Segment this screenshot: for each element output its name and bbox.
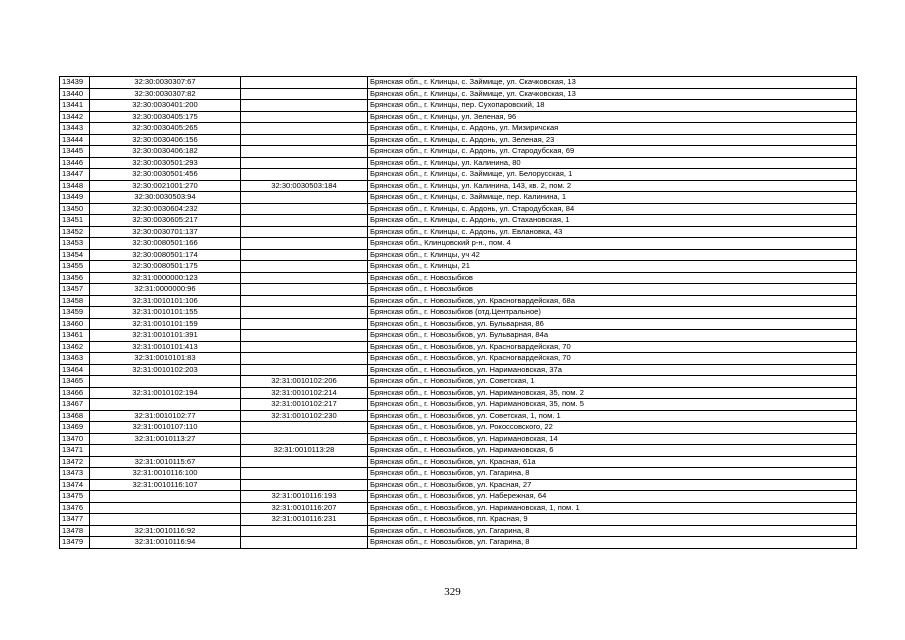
address-cell: Брянская обл., г. Новозыбков — [368, 284, 857, 296]
record-number-cell: 13445 — [60, 146, 90, 158]
address-cell: Брянская обл., г. Новозыбков, ул. Гагарина, 8 — [368, 537, 857, 549]
address-cell: Брянская обл., г. Новозыбков, ул. Наримановская, 1, пом. 1 — [368, 502, 857, 514]
record-number-cell: 13465 — [60, 376, 90, 388]
cadastral-number-cell: 32:30:0030501:456 — [90, 169, 241, 181]
related-cadastral-number-cell — [241, 422, 368, 434]
address-cell: Брянская обл., г. Новозыбков, ул. Красногвардейская, 70 — [368, 341, 857, 353]
cadastral-number-cell: 32:30:0030406:182 — [90, 146, 241, 158]
record-number-cell: 13456 — [60, 272, 90, 284]
table-row — [60, 537, 857, 549]
record-number-cell: 13446 — [60, 157, 90, 169]
record-number-cell: 13466 — [60, 387, 90, 399]
record-number-cell: 13450 — [60, 203, 90, 215]
cadastral-number-cell: 32:31:0010101:159 — [90, 318, 241, 330]
address-cell: Брянская обл., г. Новозыбков, ул. Бульварная, 84а — [368, 330, 857, 342]
record-number-cell: 13479 — [60, 537, 90, 549]
related-cadastral-number-cell — [241, 169, 368, 181]
cadastral-number-cell: 32:30:0030405:175 — [90, 111, 241, 123]
cadastral-number-cell: 32:31:0010116:107 — [90, 479, 241, 491]
table-row — [60, 100, 857, 112]
record-number-cell: 13449 — [60, 192, 90, 204]
related-cadastral-number-cell: 32:31:0010102:217 — [241, 399, 368, 411]
table-row — [60, 295, 857, 307]
table-row — [60, 353, 857, 365]
record-number-cell: 13443 — [60, 123, 90, 135]
related-cadastral-number-cell — [241, 364, 368, 376]
related-cadastral-number-cell — [241, 479, 368, 491]
cadastral-number-cell — [90, 399, 241, 411]
table-row — [60, 468, 857, 480]
related-cadastral-number-cell — [241, 307, 368, 319]
table-row — [60, 433, 857, 445]
record-number-cell: 13472 — [60, 456, 90, 468]
cadastral-number-cell: 32:30:0080501:175 — [90, 261, 241, 273]
table-row — [60, 111, 857, 123]
related-cadastral-number-cell — [241, 456, 368, 468]
table-row — [60, 169, 857, 181]
address-cell: Брянская обл., г. Новозыбков, ул. Советская, 1, пом. 1 — [368, 410, 857, 422]
cadastral-number-cell: 32:31:0010102:203 — [90, 364, 241, 376]
cadastral-number-cell: 32:30:0030501:293 — [90, 157, 241, 169]
related-cadastral-number-cell — [241, 261, 368, 273]
record-number-cell: 13444 — [60, 134, 90, 146]
record-number-cell: 13460 — [60, 318, 90, 330]
cadastral-number-cell: 32:31:0010115:67 — [90, 456, 241, 468]
address-cell: Брянская обл., г. Новозыбков (отд.Центральное) — [368, 307, 857, 319]
cadastral-number-cell: 32:30:0080501:166 — [90, 238, 241, 250]
related-cadastral-number-cell — [241, 111, 368, 123]
address-cell: Брянская обл., г. Клинцы, ул. Калинина, 80 — [368, 157, 857, 169]
cadastral-number-cell: 32:30:0030405:265 — [90, 123, 241, 135]
related-cadastral-number-cell — [241, 238, 368, 250]
address-cell: Брянская обл., г. Клинцы, ул. Зеленая, 96 — [368, 111, 857, 123]
address-cell: Брянская обл., г. Клинцы, 21 — [368, 261, 857, 273]
table-row — [60, 307, 857, 319]
related-cadastral-number-cell — [241, 353, 368, 365]
cadastral-number-cell — [90, 445, 241, 457]
cadastral-number-cell: 32:31:0010102:77 — [90, 410, 241, 422]
cadastral-number-cell: 32:30:0030307:82 — [90, 88, 241, 100]
related-cadastral-number-cell: 32:31:0010102:230 — [241, 410, 368, 422]
cadastral-number-cell: 32:31:0010101:391 — [90, 330, 241, 342]
table-row — [60, 341, 857, 353]
related-cadastral-number-cell: 32:31:0010116:193 — [241, 491, 368, 503]
related-cadastral-number-cell — [241, 272, 368, 284]
address-cell: Брянская обл., г. Новозыбков, ул. Наримановская, 35, пом. 2 — [368, 387, 857, 399]
address-cell: Брянская обл., г. Новозыбков, ул. Набережная, 64 — [368, 491, 857, 503]
cadastral-number-cell: 32:31:0010102:194 — [90, 387, 241, 399]
cadastral-number-cell: 32:31:0010116:94 — [90, 537, 241, 549]
registry-table — [59, 76, 857, 549]
related-cadastral-number-cell — [241, 341, 368, 353]
record-number-cell: 13469 — [60, 422, 90, 434]
cadastral-number-cell: 32:31:0010101:83 — [90, 353, 241, 365]
address-cell: Брянская обл., г. Клинцы, ул. Калинина, 143, кв. 2, пом. 2 — [368, 180, 857, 192]
record-number-cell: 13473 — [60, 468, 90, 480]
address-cell: Брянская обл., г. Клинцы, с. Займище, пер. Калинина, 1 — [368, 192, 857, 204]
cadastral-number-cell: 32:30:0030701:137 — [90, 226, 241, 238]
table-row — [60, 157, 857, 169]
table-row — [60, 203, 857, 215]
cadastral-number-cell — [90, 514, 241, 526]
address-cell: Брянская обл., г. Клинцы, с. Ардонь, ул. Мизиричская — [368, 123, 857, 135]
record-number-cell: 13452 — [60, 226, 90, 238]
cadastral-number-cell: 32:30:0030605:217 — [90, 215, 241, 227]
record-number-cell: 13464 — [60, 364, 90, 376]
cadastral-number-cell — [90, 502, 241, 514]
table-row — [60, 249, 857, 261]
record-number-cell: 13441 — [60, 100, 90, 112]
address-cell: Брянская обл., г. Клинцы, с. Займище, ул. Белорусская, 1 — [368, 169, 857, 181]
record-number-cell: 13457 — [60, 284, 90, 296]
table-row — [60, 215, 857, 227]
table-row — [60, 284, 857, 296]
address-cell: Брянская обл., г. Новозыбков, ул. Гагарина, 8 — [368, 468, 857, 480]
record-number-cell: 13474 — [60, 479, 90, 491]
related-cadastral-number-cell: 32:31:0010102:206 — [241, 376, 368, 388]
related-cadastral-number-cell — [241, 525, 368, 537]
related-cadastral-number-cell — [241, 77, 368, 89]
cadastral-number-cell: 32:31:0000000:123 — [90, 272, 241, 284]
cadastral-number-cell: 32:30:0030401:200 — [90, 100, 241, 112]
related-cadastral-number-cell — [241, 295, 368, 307]
address-cell: Брянская обл., г. Клинцы, уч 42 — [368, 249, 857, 261]
record-number-cell: 13468 — [60, 410, 90, 422]
related-cadastral-number-cell — [241, 146, 368, 158]
address-cell: Брянская обл., г. Клинцы, с. Ардонь, ул. Стахановская, 1 — [368, 215, 857, 227]
related-cadastral-number-cell — [241, 468, 368, 480]
table-row — [60, 272, 857, 284]
address-cell: Брянская обл., г. Клинцы, с. Займище, ул. Скачковская, 13 — [368, 77, 857, 89]
address-cell: Брянская обл., г. Новозыбков, пл. Красная, 9 — [368, 514, 857, 526]
table-row — [60, 479, 857, 491]
table-row — [60, 180, 857, 192]
address-cell: Брянская обл., г. Клинцы, пер. Сухопаровский, 18 — [368, 100, 857, 112]
related-cadastral-number-cell — [241, 192, 368, 204]
record-number-cell: 13475 — [60, 491, 90, 503]
table-row — [60, 502, 857, 514]
table-row — [60, 514, 857, 526]
related-cadastral-number-cell — [241, 433, 368, 445]
table-row — [60, 422, 857, 434]
record-number-cell: 13453 — [60, 238, 90, 250]
related-cadastral-number-cell — [241, 226, 368, 238]
related-cadastral-number-cell: 32:31:0010102:214 — [241, 387, 368, 399]
related-cadastral-number-cell — [241, 318, 368, 330]
record-number-cell: 13467 — [60, 399, 90, 411]
table-row — [60, 146, 857, 158]
related-cadastral-number-cell — [241, 134, 368, 146]
address-cell: Брянская обл., г. Клинцы, с. Ардонь, ул. Стародубская, 84 — [368, 203, 857, 215]
address-cell: Брянская обл., Клинцовский р-н., пом. 4 — [368, 238, 857, 250]
table-row — [60, 77, 857, 89]
related-cadastral-number-cell: 32:31:0010113:28 — [241, 445, 368, 457]
record-number-cell: 13476 — [60, 502, 90, 514]
table-row — [60, 330, 857, 342]
related-cadastral-number-cell — [241, 123, 368, 135]
address-cell: Брянская обл., г. Новозыбков, ул. Рокоссовского, 22 — [368, 422, 857, 434]
table-row — [60, 134, 857, 146]
cadastral-number-cell: 32:31:0010101:106 — [90, 295, 241, 307]
cadastral-number-cell: 32:31:0010116:92 — [90, 525, 241, 537]
record-number-cell: 13477 — [60, 514, 90, 526]
record-number-cell: 13448 — [60, 180, 90, 192]
cadastral-number-cell: 32:30:0080501:174 — [90, 249, 241, 261]
record-number-cell: 13471 — [60, 445, 90, 457]
related-cadastral-number-cell: 32:31:0010116:207 — [241, 502, 368, 514]
table-row — [60, 399, 857, 411]
cadastral-number-cell: 32:31:0000000:96 — [90, 284, 241, 296]
cadastral-number-cell: 32:30:0030406:156 — [90, 134, 241, 146]
record-number-cell: 13440 — [60, 88, 90, 100]
address-cell: Брянская обл., г. Клинцы, с. Ардонь, ул. Стародубская, 69 — [368, 146, 857, 158]
table-row — [60, 238, 857, 250]
related-cadastral-number-cell — [241, 249, 368, 261]
address-cell: Брянская обл., г. Клинцы, с. Ардонь, ул. Евлановка, 43 — [368, 226, 857, 238]
address-cell: Брянская обл., г. Клинцы, с. Займище, ул. Скачковская, 13 — [368, 88, 857, 100]
table-row — [60, 226, 857, 238]
related-cadastral-number-cell: 32:30:0030503:184 — [241, 180, 368, 192]
address-cell: Брянская обл., г. Новозыбков, ул. Наримановская, 35, пом. 5 — [368, 399, 857, 411]
address-cell: Брянская обл., г. Новозыбков, ул. Гагарина, 8 — [368, 525, 857, 537]
address-cell: Брянская обл., г. Новозыбков, ул. Красногвардейская, 70 — [368, 353, 857, 365]
record-number-cell: 13458 — [60, 295, 90, 307]
address-cell: Брянская обл., г. Новозыбков, ул. Наримановская, 6 — [368, 445, 857, 457]
cadastral-number-cell: 32:30:0030604:232 — [90, 203, 241, 215]
table-row — [60, 387, 857, 399]
page-number: 329 — [444, 586, 461, 598]
table-row — [60, 376, 857, 388]
table-row — [60, 525, 857, 537]
record-number-cell: 13451 — [60, 215, 90, 227]
cadastral-number-cell: 32:31:0010101:413 — [90, 341, 241, 353]
cadastral-number-cell: 32:30:0030503:94 — [90, 192, 241, 204]
record-number-cell: 13470 — [60, 433, 90, 445]
record-number-cell: 13459 — [60, 307, 90, 319]
related-cadastral-number-cell — [241, 157, 368, 169]
cadastral-number-cell: 32:31:0010116:100 — [90, 468, 241, 480]
cadastral-number-cell — [90, 376, 241, 388]
related-cadastral-number-cell — [241, 284, 368, 296]
record-number-cell: 13462 — [60, 341, 90, 353]
table-row — [60, 410, 857, 422]
cadastral-number-cell — [90, 491, 241, 503]
record-number-cell: 13447 — [60, 169, 90, 181]
related-cadastral-number-cell — [241, 100, 368, 112]
record-number-cell: 13463 — [60, 353, 90, 365]
registry-table-body — [60, 77, 857, 549]
address-cell: Брянская обл., г. Новозыбков, ул. Красная, 61а — [368, 456, 857, 468]
cadastral-number-cell: 32:31:0010107:110 — [90, 422, 241, 434]
table-row — [60, 318, 857, 330]
table-row — [60, 364, 857, 376]
address-cell: Брянская обл., г. Клинцы, с. Ардонь, ул. Зеленая, 23 — [368, 134, 857, 146]
related-cadastral-number-cell: 32:31:0010116:231 — [241, 514, 368, 526]
address-cell: Брянская обл., г. Новозыбков — [368, 272, 857, 284]
record-number-cell: 13454 — [60, 249, 90, 261]
cadastral-number-cell: 32:31:0010113:27 — [90, 433, 241, 445]
address-cell: Брянская обл., г. Новозыбков, ул. Наримановская, 37а — [368, 364, 857, 376]
record-number-cell: 13442 — [60, 111, 90, 123]
related-cadastral-number-cell — [241, 537, 368, 549]
table-row — [60, 445, 857, 457]
address-cell: Брянская обл., г. Новозыбков, ул. Красная, 27 — [368, 479, 857, 491]
cadastral-number-cell: 32:31:0010101:155 — [90, 307, 241, 319]
address-cell: Брянская обл., г. Новозыбков, ул. Советская, 1 — [368, 376, 857, 388]
record-number-cell: 13478 — [60, 525, 90, 537]
related-cadastral-number-cell — [241, 215, 368, 227]
table-row — [60, 491, 857, 503]
address-cell: Брянская обл., г. Новозыбков, ул. Бульварная, 86 — [368, 318, 857, 330]
table-row — [60, 261, 857, 273]
related-cadastral-number-cell — [241, 88, 368, 100]
related-cadastral-number-cell — [241, 330, 368, 342]
address-cell: Брянская обл., г. Новозыбков, ул. Наримановская, 14 — [368, 433, 857, 445]
table-row — [60, 192, 857, 204]
record-number-cell: 13461 — [60, 330, 90, 342]
table-row — [60, 456, 857, 468]
record-number-cell: 13439 — [60, 77, 90, 89]
cadastral-number-cell: 32:30:0030307:67 — [90, 77, 241, 89]
cadastral-number-cell: 32:30:0021001:270 — [90, 180, 241, 192]
record-number-cell: 13455 — [60, 261, 90, 273]
table-row — [60, 123, 857, 135]
address-cell: Брянская обл., г. Новозыбков, ул. Красногвардейская, 68а — [368, 295, 857, 307]
table-row — [60, 88, 857, 100]
related-cadastral-number-cell — [241, 203, 368, 215]
